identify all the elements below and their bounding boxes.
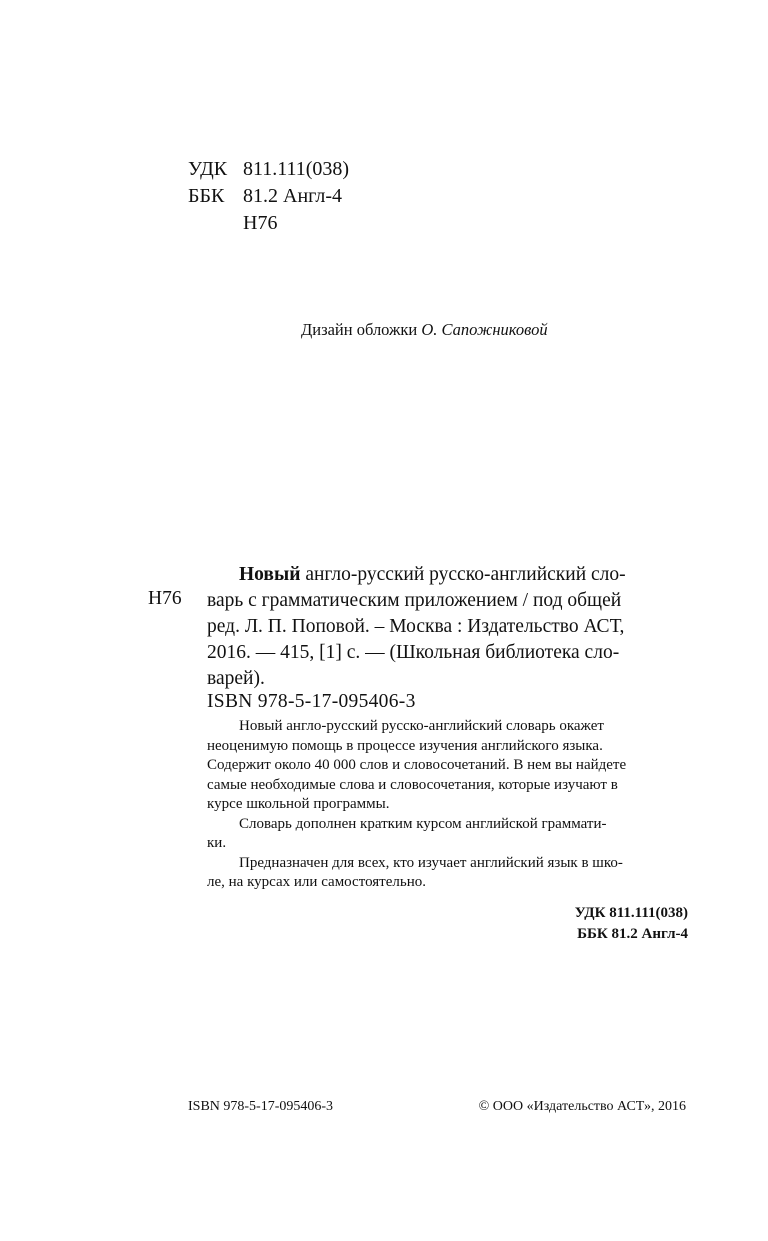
bbk-bold: ББК 81.2 Англ-4 (577, 926, 688, 942)
footer-copyright: © ООО «Издательство АСТ», 2016 (478, 1099, 686, 1114)
bibliographic-record (207, 562, 687, 692)
bib-title-bold: Новый (239, 564, 301, 585)
bbk-label: ББК (188, 185, 225, 207)
annotation-line: Содержит около 40 000 слов и словосочетаний. В нем вы найдете (207, 757, 627, 773)
udk-row (188, 156, 349, 183)
bib-line: варь с грамматическим приложением / под общей (207, 590, 622, 611)
udk-value: 811.111(038) (243, 158, 350, 180)
annotation-line: ле, на курсах или самостоятельно. (207, 874, 427, 890)
bib-line (207, 562, 687, 588)
udk-bold: УДК 811.111(038) (574, 905, 688, 921)
classification-bold-block (575, 903, 688, 945)
isbn-main: ISBN 978-5-17-095406-3 (207, 691, 416, 712)
author-mark-row (188, 210, 349, 237)
annotation-line: ки. (207, 835, 227, 851)
udk-label: УДК (188, 158, 228, 180)
author-mark: Н76 (243, 212, 278, 234)
cover-designer-name: О. Сапожниковой (421, 320, 548, 339)
bbk-row (188, 183, 349, 210)
classification-block (188, 156, 349, 237)
bib-line: 2016. — 415, [1] с. — (Школьная библиотека сло- (207, 642, 620, 663)
bbk-value: 81.2 Англ-4 (243, 185, 342, 207)
annotation-line: Новый англо-русский русско-английский словарь окажет (239, 718, 604, 734)
bib-line: варей). (207, 668, 265, 689)
footer-isbn: ISBN 978-5-17-095406-3 (188, 1099, 334, 1114)
bib-line: ред. Л. П. Поповой. – Москва : Издательство АСТ, (207, 616, 625, 637)
bib-author-mark: Н76 (148, 588, 182, 609)
annotation-line: Словарь дополнен кратким курсом английской граммати- (239, 815, 607, 832)
annotation-line: Предназначен для всех, кто изучает английский язык в шко- (239, 854, 623, 871)
bib-line-text: англо-русский русско-английский сло- (305, 564, 626, 585)
cover-design-credit (301, 320, 548, 340)
annotation (207, 717, 687, 893)
annotation-line: самые необходимые слова и словосочетания, которые изучают в (207, 776, 618, 793)
cover-design-label: Дизайн обложки (301, 320, 418, 339)
annotation-line: курсе школьной программы. (207, 796, 390, 812)
annotation-line: неоценимую помощь в процессе изучения английского языка. (207, 737, 603, 754)
